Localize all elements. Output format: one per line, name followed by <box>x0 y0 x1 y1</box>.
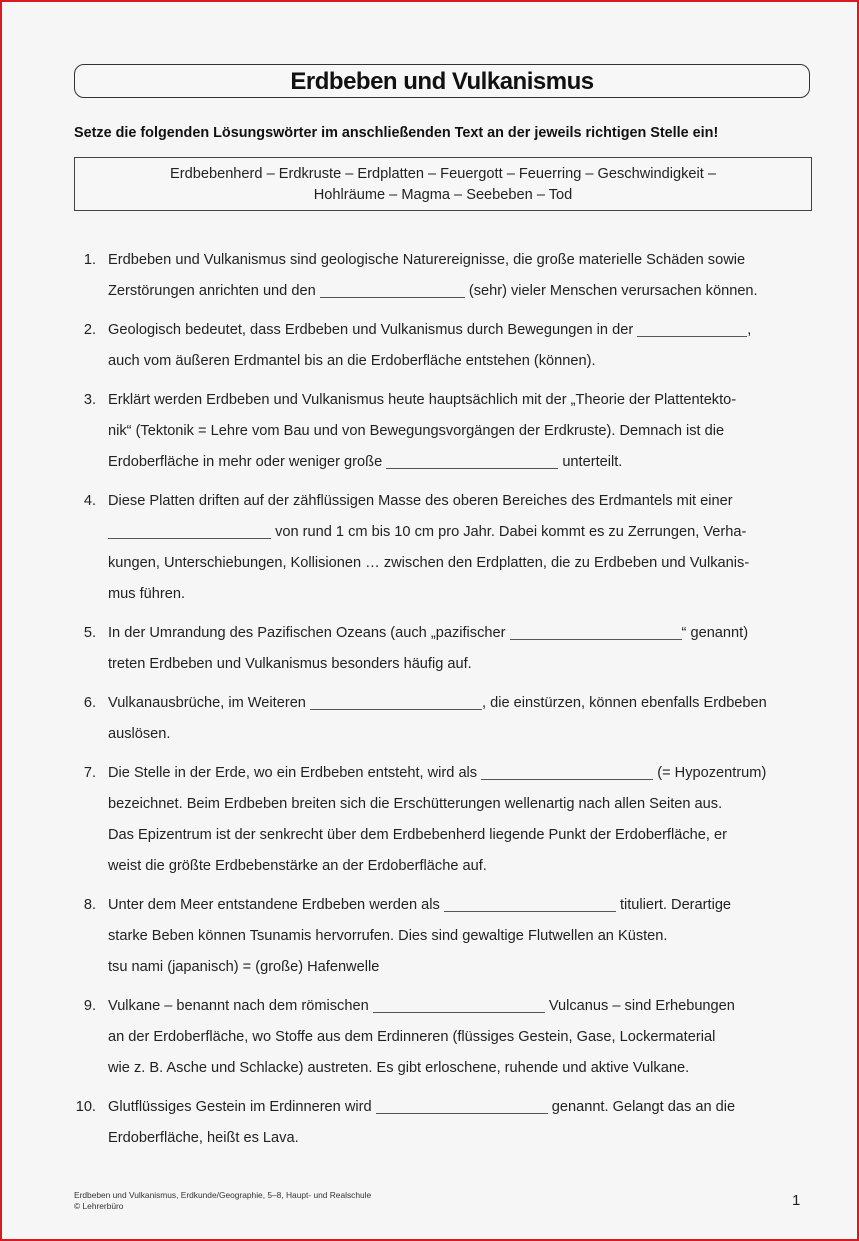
item-text: Erklärt werden Erdbeben und Vulkanismus heute hauptsächlich mit der „Theorie der Plattentekto- <box>108 392 737 408</box>
item-text: Erdbeben und Vulkanismus sind geologische Naturereignisse, die große materielle Schäden sowie <box>108 252 746 268</box>
item-text: (sehr) vieler Menschen verursachen können. <box>468 283 758 299</box>
item-number: 4. <box>83 493 96 509</box>
item-text: “ genannt) <box>681 625 749 641</box>
item-text: Vulkanausbrüche, im Weiteren <box>108 695 306 711</box>
item-text: tsu nami (japanisch) = (große) Hafenwelle <box>108 959 380 975</box>
instruction-text: Setze die folgenden Lösungswörter im anschließenden Text an der jeweils richtigen Stelle ein! <box>74 125 719 141</box>
page-title: Erdbeben und Vulkanismus <box>74 64 810 98</box>
item-text: Geologisch bedeutet, dass Erdbeben und Vulkanismus durch Bewegungen in der <box>108 322 634 338</box>
item-number: 9. <box>83 998 96 1014</box>
word-bank-line-2: Hohlräume – Magma – Seebeben – Tod <box>313 187 573 203</box>
answer-blank[interactable] <box>386 452 558 469</box>
item-text: In der Umrandung des Pazifischen Ozeans (auch „pazifischer <box>108 625 506 641</box>
footer-copyright: © Lehrerbüro <box>74 1201 124 1211</box>
item-text: tituliert. Derartige <box>619 897 732 913</box>
item-text: Die Stelle in der Erde, wo ein Erdbeben entsteht, wird als <box>108 765 478 781</box>
exercise-item-6 <box>74 688 814 750</box>
item-number: 10. <box>75 1099 96 1115</box>
item-text: Erdoberfläche, heißt es Lava. <box>108 1130 299 1146</box>
item-number: 1. <box>83 252 96 268</box>
item-text: bezeichnet. Beim Erdbeben breiten sich die Erschütterungen wellenartig nach allen Seiten aus. <box>108 796 723 812</box>
footer-source: Erdbeben und Vulkanismus, Erdkunde/Geographie, 5–8, Haupt- und Realschule <box>74 1190 372 1200</box>
item-text: Unter dem Meer entstandene Erdbeben werden als <box>108 897 440 913</box>
item-text: wie z. B. Asche und Schlacke) austreten. Es gibt erloschene, ruhende und aktive Vulkane. <box>108 1060 690 1076</box>
exercise-item-7 <box>74 758 814 882</box>
exercise-item-4 <box>74 486 814 610</box>
item-text: starke Beben können Tsunamis hervorrufen. Dies sind gewaltige Flutwellen an Küsten. <box>108 928 668 944</box>
answer-blank[interactable] <box>310 693 482 710</box>
answer-blank[interactable] <box>373 996 545 1013</box>
item-number: 6. <box>83 695 96 711</box>
item-text: genannt. Gelangt das an die <box>551 1099 736 1115</box>
item-text: , die einstürzen, können ebenfalls Erdbeben <box>482 695 767 711</box>
item-text: an der Erdoberfläche, wo Stoffe aus dem Erdinneren (flüssiges Gestein, Gase, Lockermaterial <box>108 1029 716 1045</box>
answer-blank[interactable] <box>481 763 653 780</box>
answer-blank[interactable] <box>320 281 465 298</box>
answer-blank[interactable] <box>108 522 271 539</box>
item-text: , <box>747 322 752 338</box>
word-bank-box <box>74 157 812 211</box>
item-number: 2. <box>83 322 96 338</box>
item-text: Zerstörungen anrichten und den <box>108 283 316 299</box>
item-text: weist die größte Erdbebenstärke an der Erdoberfläche auf. <box>108 858 487 874</box>
exercise-item-9 <box>74 991 814 1084</box>
item-text: Diese Platten driften auf der zähflüssigen Masse des oberen Bereiches des Erdmantels mit einer <box>108 493 733 509</box>
item-number: 7. <box>83 765 96 781</box>
answer-blank[interactable] <box>510 623 682 640</box>
word-bank-line-1: Erdbebenherd – Erdkruste – Erdplatten – Feuergott – Feuerring – Geschwindigkeit – <box>170 166 716 182</box>
footer <box>74 1190 371 1212</box>
item-text: mus führen. <box>108 586 186 602</box>
page-number: 1 <box>792 1192 801 1209</box>
item-text: unterteilt. <box>562 454 623 470</box>
item-text: (= Hypozentrum) <box>657 765 767 781</box>
item-text: Erdoberfläche in mehr oder weniger große <box>108 454 383 470</box>
exercise-item-3 <box>74 385 814 478</box>
exercise-item-2 <box>74 315 814 377</box>
item-text: Das Epizentrum ist der senkrecht über dem Erdbebenherd liegende Punkt der Erdoberfläche, er <box>108 827 727 843</box>
item-number: 8. <box>83 897 96 913</box>
item-text: treten Erdbeben und Vulkanismus besonders häufig auf. <box>108 656 472 672</box>
item-text: Vulkane – benannt nach dem römischen <box>108 998 369 1014</box>
exercise-item-5 <box>74 618 814 680</box>
item-number: 5. <box>83 625 96 641</box>
item-text: Glutflüssiges Gestein im Erdinneren wird <box>108 1099 372 1115</box>
answer-blank[interactable] <box>376 1097 548 1114</box>
exercise-list <box>74 245 814 1162</box>
exercise-item-10 <box>74 1092 814 1154</box>
item-text: kungen, Unterschiebungen, Kollisionen … zwischen den Erdplatten, die zu Erdbeben und Vulkanis- <box>108 555 750 571</box>
item-text: von rund 1 cm bis 10 cm pro Jahr. Dabei kommt es zu Zerrungen, Verha- <box>275 524 747 540</box>
item-text: nik“ (Tektonik = Lehre vom Bau und von Bewegungsvorgängen der Erdkruste). Demnach ist die <box>108 423 725 439</box>
item-text: Vulcanus – sind Erhebungen <box>548 998 735 1014</box>
answer-blank[interactable] <box>637 320 747 337</box>
item-text: auch vom äußeren Erdmantel bis an die Erdoberfläche entstehen (können). <box>108 353 596 369</box>
answer-blank[interactable] <box>444 895 616 912</box>
item-text: auslösen. <box>108 726 171 742</box>
item-number: 3. <box>83 392 96 408</box>
exercise-item-1 <box>74 245 814 307</box>
exercise-item-8 <box>74 890 814 983</box>
